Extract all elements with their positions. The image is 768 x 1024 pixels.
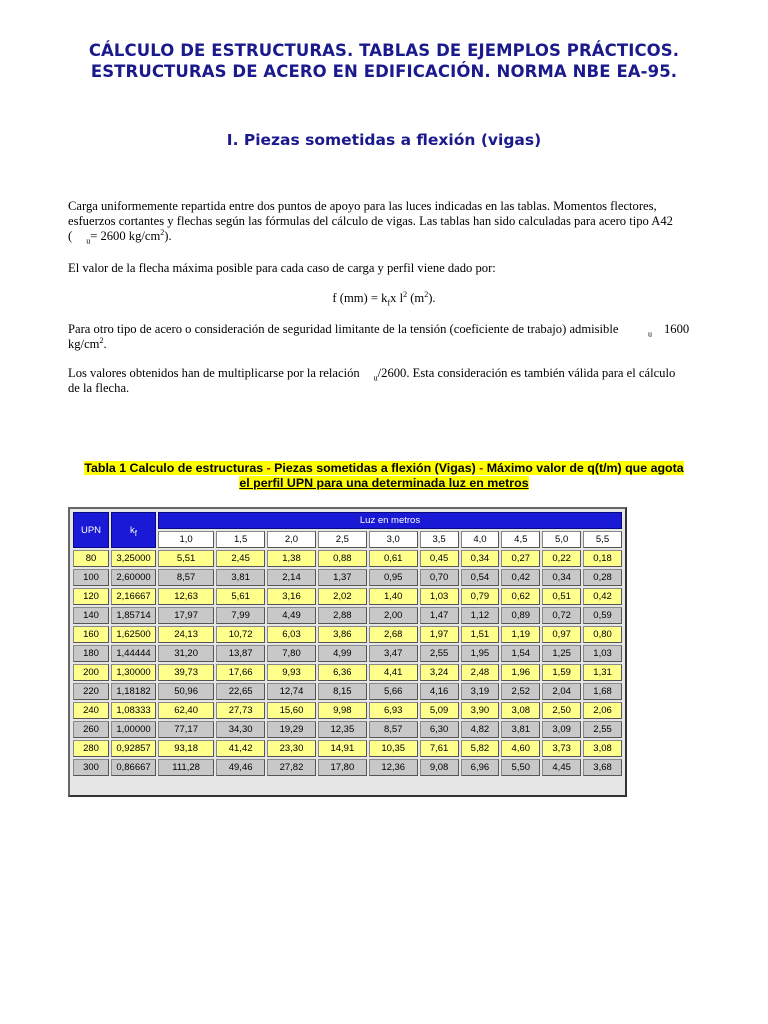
cell-upn: 220 — [73, 683, 109, 700]
table-row — [73, 569, 622, 586]
ratio-paragraph — [68, 366, 700, 396]
cell-q: 7,99 — [216, 607, 265, 624]
cell-q: 39,73 — [158, 664, 214, 681]
steel-value: 1600 — [664, 322, 690, 336]
cell-q: 9,98 — [318, 702, 367, 719]
cell-q: 3,08 — [583, 740, 622, 757]
formula-end: ). — [428, 291, 436, 305]
cell-q: 2,14 — [267, 569, 316, 586]
flecha-paragraph: El valor de la flecha máxima posible para cada caso de carga y perfil viene dado por: — [68, 261, 496, 275]
cell-q: 17,66 — [216, 664, 265, 681]
table-caption — [64, 461, 704, 491]
header-span-0: 1,0 — [158, 531, 214, 548]
cell-q: 77,17 — [158, 721, 214, 738]
upn-table-frame — [68, 507, 627, 797]
cell-q: 3,24 — [420, 664, 459, 681]
cell-q: 0,45 — [420, 550, 459, 567]
cell-q: 1,96 — [501, 664, 540, 681]
cell-kf: 2,60000 — [111, 569, 156, 586]
cell-q: 2,02 — [318, 588, 367, 605]
caption-part-2: Piezas sometidas a flexión (Vigas) — [274, 461, 476, 475]
header-luz: Luz en metros — [158, 512, 622, 529]
steel-end: . — [103, 337, 107, 351]
cell-q: 1,19 — [501, 626, 540, 643]
paren-open: ( — [68, 229, 73, 243]
cell-q: 1,51 — [461, 626, 500, 643]
caption-part-3: Máximo valor de q(t/m) que agota — [486, 461, 684, 475]
cell-q: 0,62 — [501, 588, 540, 605]
cell-q: 1,37 — [318, 569, 367, 586]
exp-2: 2 — [160, 227, 165, 237]
table-row — [73, 664, 622, 681]
cell-q: 3,16 — [267, 588, 316, 605]
cell-q: 1,31 — [583, 664, 622, 681]
cell-q: 41,42 — [216, 740, 265, 757]
cell-q: 0,79 — [461, 588, 500, 605]
cell-q: 0,59 — [583, 607, 622, 624]
cell-q: 15,60 — [267, 702, 316, 719]
cell-q: 1,95 — [461, 645, 500, 662]
formula-x-l: x l — [390, 291, 404, 305]
ratio-text-b: /2600. Esta consideración es también válida para el cálculo — [377, 366, 676, 380]
cell-q: 4,60 — [501, 740, 540, 757]
cell-q: 2,50 — [542, 702, 581, 719]
cell-q: 1,97 — [420, 626, 459, 643]
cell-q: 3,73 — [542, 740, 581, 757]
header-span-9: 5,5 — [583, 531, 622, 548]
cell-q: 2,88 — [318, 607, 367, 624]
cell-kf: 3,25000 — [111, 550, 156, 567]
header-span-2: 2,0 — [267, 531, 316, 548]
cell-q: 4,45 — [542, 759, 581, 776]
cell-upn: 180 — [73, 645, 109, 662]
cell-q: 0,51 — [542, 588, 581, 605]
formula-f: f (mm) = k — [332, 291, 388, 305]
cell-q: 12,63 — [158, 588, 214, 605]
cell-q: 5,66 — [369, 683, 418, 700]
table-row — [73, 740, 622, 757]
cell-kf: 0,86667 — [111, 759, 156, 776]
cell-q: 7,80 — [267, 645, 316, 662]
cell-q: 2,52 — [501, 683, 540, 700]
intro-line-1: Carga uniformemente repartida entre dos puntos de apoyo para las luces indicadas en las tablas. Momentos flectores, — [68, 199, 657, 213]
steel-sigma-sub: u — [648, 329, 652, 339]
cell-upn: 280 — [73, 740, 109, 757]
cell-q: 23,30 — [267, 740, 316, 757]
cell-upn: 80 — [73, 550, 109, 567]
cell-q: 0,89 — [501, 607, 540, 624]
cell-q: 10,72 — [216, 626, 265, 643]
cell-q: 0,54 — [461, 569, 500, 586]
header-span-8: 5,0 — [542, 531, 581, 548]
cell-q: 3,68 — [583, 759, 622, 776]
cell-q: 7,61 — [420, 740, 459, 757]
ratio-line-1 — [68, 366, 700, 381]
cell-q: 0,18 — [583, 550, 622, 567]
cell-q: 6,03 — [267, 626, 316, 643]
cell-q: 49,46 — [216, 759, 265, 776]
cell-q: 62,40 — [158, 702, 214, 719]
formula-m: (m — [407, 291, 425, 305]
cell-q: 12,36 — [369, 759, 418, 776]
cell-q: 27,82 — [267, 759, 316, 776]
cell-q: 93,18 — [158, 740, 214, 757]
cell-q: 31,20 — [158, 645, 214, 662]
cell-q: 1,40 — [369, 588, 418, 605]
cell-q: 3,08 — [501, 702, 540, 719]
caption-dash-1: - — [263, 461, 275, 475]
cell-kf: 0,92857 — [111, 740, 156, 757]
cell-q: 10,35 — [369, 740, 418, 757]
table-row — [73, 588, 622, 605]
steel-text: Para otro tipo de acero o consideración de seguridad limitante de la tensión (coeficiente de trabajo) admisible — [68, 322, 619, 336]
cell-q: 12,74 — [267, 683, 316, 700]
cell-q: 9,93 — [267, 664, 316, 681]
intro-line-3 — [68, 229, 700, 244]
cell-q: 6,36 — [318, 664, 367, 681]
cell-q: 2,06 — [583, 702, 622, 719]
cell-q: 9,08 — [420, 759, 459, 776]
steel-paragraph — [68, 322, 700, 352]
cell-q: 0,88 — [318, 550, 367, 567]
cell-q: 5,61 — [216, 588, 265, 605]
cell-q: 14,91 — [318, 740, 367, 757]
intro-paragraph — [68, 199, 700, 244]
cell-upn: 160 — [73, 626, 109, 643]
cell-q: 34,30 — [216, 721, 265, 738]
cell-q: 3,19 — [461, 683, 500, 700]
steel-line-2 — [68, 337, 700, 352]
cell-kf: 1,44444 — [111, 645, 156, 662]
header-span-7: 4,5 — [501, 531, 540, 548]
cell-q: 0,70 — [420, 569, 459, 586]
cell-q: 0,97 — [542, 626, 581, 643]
header-span-3: 2,5 — [318, 531, 367, 548]
ratio-text-a: Los valores obtenidos han de multiplicarse por la relación — [68, 366, 360, 380]
cell-q: 2,48 — [461, 664, 500, 681]
cell-q: 2,68 — [369, 626, 418, 643]
cell-q: 6,30 — [420, 721, 459, 738]
header-span-1: 1,5 — [216, 531, 265, 548]
cell-q: 2,45 — [216, 550, 265, 567]
cell-q: 2,55 — [583, 721, 622, 738]
cell-upn: 300 — [73, 759, 109, 776]
cell-q: 1,12 — [461, 607, 500, 624]
cell-q: 5,50 — [501, 759, 540, 776]
table-row — [73, 607, 622, 624]
cell-q: 27,73 — [216, 702, 265, 719]
cell-q: 17,97 — [158, 607, 214, 624]
cell-q: 0,42 — [501, 569, 540, 586]
cell-q: 2,00 — [369, 607, 418, 624]
cell-q: 1,47 — [420, 607, 459, 624]
cell-q: 1,68 — [583, 683, 622, 700]
cell-q: 0,28 — [583, 569, 622, 586]
cell-upn: 200 — [73, 664, 109, 681]
cell-q: 111,28 — [158, 759, 214, 776]
ratio-line-2: de la flecha. — [68, 381, 130, 395]
table-row — [73, 759, 622, 776]
cell-kf: 1,00000 — [111, 721, 156, 738]
formula-exp-2a: 2 — [403, 289, 408, 299]
cell-kf: 1,85714 — [111, 607, 156, 624]
formula-exp-2b: 2 — [424, 289, 429, 299]
cell-q: 0,22 — [542, 550, 581, 567]
cell-q: 0,80 — [583, 626, 622, 643]
header-span-6: 4,0 — [461, 531, 500, 548]
cell-q: 17,80 — [318, 759, 367, 776]
intro-line-2: esfuerzos cortantes y flechas según las fórmulas del cálculo de vigas. Las tablas han sido calculadas para acero tipo A42 — [68, 214, 673, 228]
cell-q: 0,42 — [583, 588, 622, 605]
header-upn: UPN — [73, 512, 109, 548]
cell-q: 0,61 — [369, 550, 418, 567]
cell-q: 4,82 — [461, 721, 500, 738]
cell-upn: 140 — [73, 607, 109, 624]
cell-q: 4,99 — [318, 645, 367, 662]
cell-q: 1,38 — [267, 550, 316, 567]
table-row — [73, 721, 622, 738]
paren-close: ). — [164, 229, 172, 243]
cell-q: 4,49 — [267, 607, 316, 624]
caption-dash-2: - — [475, 461, 487, 475]
cell-q: 1,03 — [420, 588, 459, 605]
table-row — [73, 550, 622, 567]
cell-q: 6,93 — [369, 702, 418, 719]
cell-q: 1,25 — [542, 645, 581, 662]
cell-kf: 2,16667 — [111, 588, 156, 605]
cell-q: 1,03 — [583, 645, 622, 662]
cell-upn: 260 — [73, 721, 109, 738]
cell-q: 3,81 — [216, 569, 265, 586]
table-row — [73, 683, 622, 700]
cell-kf: 1,62500 — [111, 626, 156, 643]
cell-q: 3,09 — [542, 721, 581, 738]
table-row — [73, 702, 622, 719]
cell-q: 0,72 — [542, 607, 581, 624]
cell-q: 3,90 — [461, 702, 500, 719]
cell-q: 0,95 — [369, 569, 418, 586]
document-title-line-1: CÁLCULO DE ESTRUCTURAS. TABLAS DE EJEMPLOS PRÁCTICOS. — [88, 41, 680, 60]
table-header-row — [73, 512, 622, 529]
cell-q: 6,96 — [461, 759, 500, 776]
cell-q: 24,13 — [158, 626, 214, 643]
cell-q: 0,34 — [461, 550, 500, 567]
steel-exp-2: 2 — [99, 335, 104, 345]
cell-q: 50,96 — [158, 683, 214, 700]
document-title-line-2: ESTRUCTURAS DE ACERO EN EDIFICACIÓN. NORMA NBE EA-95. — [90, 62, 678, 81]
cell-q: 22,65 — [216, 683, 265, 700]
table-row — [73, 645, 622, 662]
cell-q: 0,27 — [501, 550, 540, 567]
cell-upn: 120 — [73, 588, 109, 605]
cell-kf: 1,30000 — [111, 664, 156, 681]
header-span-5: 3,5 — [420, 531, 459, 548]
cell-q: 19,29 — [267, 721, 316, 738]
cell-q: 5,51 — [158, 550, 214, 567]
ratio-sigma-sub: u — [373, 373, 378, 383]
cell-q: 2,55 — [420, 645, 459, 662]
caption-part-4: el perfil UPN para una determinada luz en metros — [239, 476, 529, 490]
cell-q: 4,16 — [420, 683, 459, 700]
cell-q: 0,34 — [542, 569, 581, 586]
cell-q: 3,86 — [318, 626, 367, 643]
cell-q: 5,09 — [420, 702, 459, 719]
cell-q: 3,47 — [369, 645, 418, 662]
section-title: I. Piezas sometidas a flexión (vigas) — [226, 131, 542, 149]
upn-table — [71, 510, 624, 778]
sigma-value: = 2600 kg/cm — [90, 229, 161, 243]
steel-line-1 — [68, 322, 700, 337]
cell-q: 5,82 — [461, 740, 500, 757]
formula-kf-sub: f — [387, 298, 391, 308]
flecha-formula — [0, 291, 768, 306]
cell-q: 12,35 — [318, 721, 367, 738]
cell-q: 13,87 — [216, 645, 265, 662]
sigma-sub: u — [86, 236, 91, 246]
table-row — [73, 626, 622, 643]
cell-kf: 1,08333 — [111, 702, 156, 719]
cell-q: 1,54 — [501, 645, 540, 662]
cell-q: 8,57 — [158, 569, 214, 586]
cell-kf: 1,18182 — [111, 683, 156, 700]
header-kf: $k_f$ — [111, 512, 156, 548]
header-span-4: 3,0 — [369, 531, 418, 548]
cell-q: 8,57 — [369, 721, 418, 738]
cell-upn: 240 — [73, 702, 109, 719]
cell-q: 1,59 — [542, 664, 581, 681]
caption-part-1: Tabla 1 Calculo de estructuras — [84, 461, 264, 475]
steel-unit: kg/cm — [68, 337, 100, 351]
cell-upn: 100 — [73, 569, 109, 586]
cell-q: 4,41 — [369, 664, 418, 681]
cell-q: 8,15 — [318, 683, 367, 700]
cell-q: 3,81 — [501, 721, 540, 738]
cell-q: 2,04 — [542, 683, 581, 700]
